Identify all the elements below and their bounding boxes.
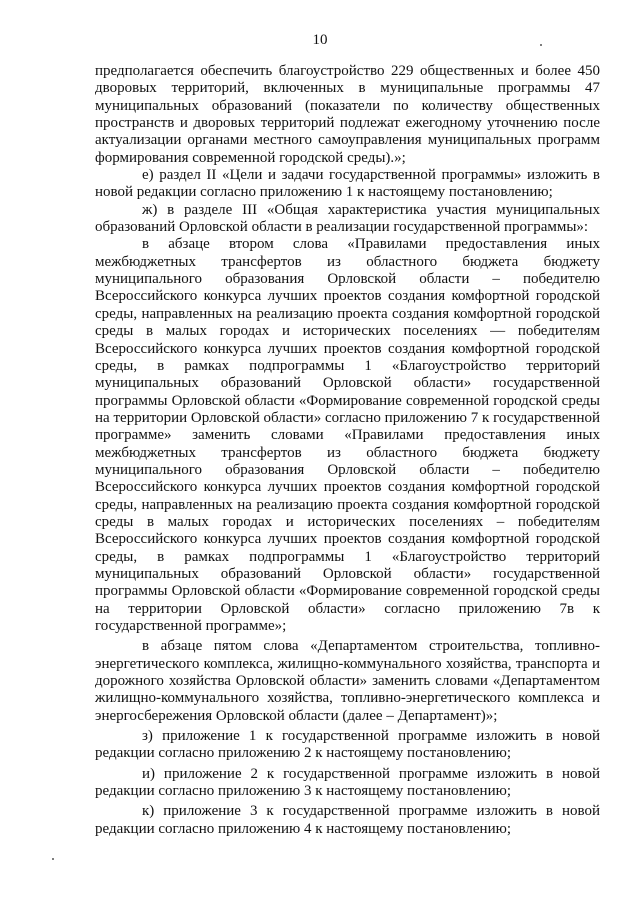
- document-body: [95, 63, 600, 838]
- paragraph-item-e: е) раздел II «Цели и задачи государственной программы» изложить в новой редакции согласно приложению 1 к настоящему постановлению;: [95, 167, 600, 201]
- paragraph-continuation: предполагается обеспечить благоустройство 229 общественных и более 450 дворовых территорий, включенных в муниципальные программы 47 муниципальных образований (показатели по количеству общественных пространств и дворовых территорий подлежат ежегодному уточнению после актуализации органами местного самоуправления муниципальных программ формирования современной городской среды).»;: [95, 63, 600, 166]
- paragraph-item-z: з) приложение 1 к государственной программе изложить в новой редакции согласно приложению 2 к настоящему постановлению;: [95, 728, 600, 762]
- paragraph-abzac-vtoroy: в абзаце втором слова «Правилами предоставления иных межбюджетных трансфертов из областного бюджета бюджету муниципального образования Орловской области – победителю Всероссийского конкурса лучших проектов создания комфортной городской среды, направленных на реализацию проекта создания комфортной городской среды в малых городах и исторических поселениях — победителям Всероссийского конкурса лучших проектов создания комфортной городской среды, в рамках подпрограммы 1 «Благоустройство территорий муниципальных образований Орловской области» государственной программы Орловской области «Формирование современной городской среды на территории Орловской области» согласно приложению 7 к государственной программе» заменить словами «Правилами предоставления иных межбюджетных трансфертов из областного бюджета бюджету муниципального образования Орловской области – победителю Всероссийского конкурса лучших проектов создания комфортной городской среды, направленных на реализацию проекта создания комфортной городской среды в малых городах и исторических поселениях – победителям Всероссийского конкурса лучших проектов создания комфортной городской среды, в рамках подпрограммы 1 «Благоустройство территорий муниципальных образований Орловской области» государственной программы Орловской области «Формирование современной городской среды на территории Орловской области» согласно приложению 7в к государственной программе»;: [95, 236, 600, 634]
- page-number: 10: [312, 32, 328, 48]
- paragraph-item-zh: ж) в разделе III «Общая характеристика участия муниципальных образований Орловской области в реализации государственной программы»:: [95, 201, 600, 236]
- paragraph-abzac-pyatyy: в абзаце пятом слова «Департаментом строительства, топливно-энергетического комплекса, жилищно-коммунального хозяйства, транспорта и дорожного хозяйства Орловской области» заменить словами «Департаментом жилищно-коммунального хозяйства, топливно-энергетического комплекса и энергосбережения Орловской области (далее – Департамент)»;: [95, 638, 600, 724]
- paragraph-item-k: к) приложение 3 к государственной программе изложить в новой редакции согласно приложению 4 к настоящему постановлению;: [95, 803, 600, 837]
- scan-speck: [540, 44, 542, 46]
- scan-speck: [52, 858, 54, 860]
- paragraph-item-i: и) приложение 2 к государственной программе изложить в новой редакции согласно приложению 3 к настоящему постановлению;: [95, 765, 600, 800]
